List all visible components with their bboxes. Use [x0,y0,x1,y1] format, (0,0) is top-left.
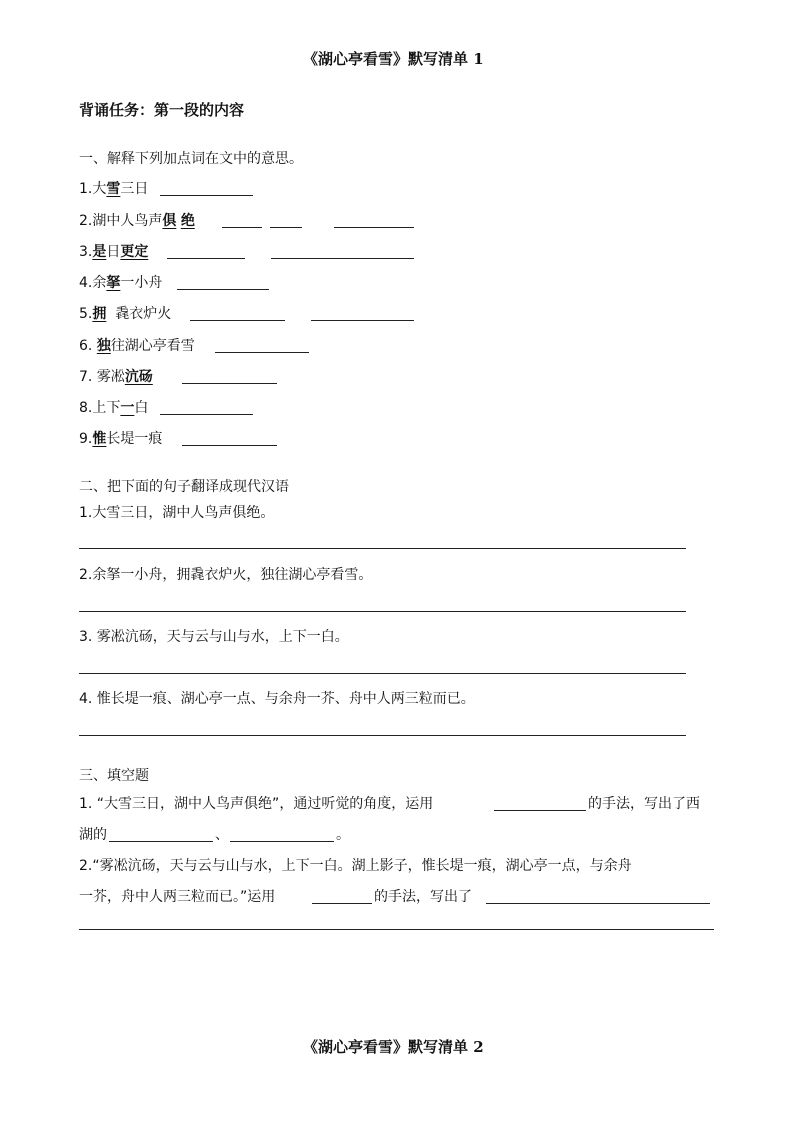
page-title: 《湖心亭看雪》默写清单 1 [303,50,484,68]
word-item: 5.拥 毳衣炉火 [79,306,172,322]
answer-blank[interactable] [215,352,309,353]
dotted-word: 拏 [106,275,121,291]
word-item: 4.余拏一小舟 [79,275,163,291]
answer-blank[interactable] [494,810,586,811]
section2-heading: 二、把下面的句子翻译成现代汉语 [79,479,289,495]
period: 。 [336,827,350,843]
dotted-word: 沆砀 [124,369,153,385]
fill-question-1-b: 的手法，写出了西 [588,796,700,812]
answer-blank[interactable] [486,903,710,904]
word-item: 3.是日更定 [79,244,149,260]
recite-task: 背诵任务：第一段的内容 [79,101,245,119]
answer-blank[interactable] [160,414,253,415]
answer-line[interactable] [79,735,686,736]
answer-blank[interactable] [270,227,302,228]
answer-blank[interactable] [271,258,414,259]
answer-blank[interactable] [230,841,334,842]
translate-sentence: 1.大雪三日，湖中人鸟声俱绝。 [79,505,275,521]
dotted-word: 绝 [180,213,195,229]
translate-sentence: 2.余拏一小舟，拥毳衣炉火，独往湖心亭看雪。 [79,567,373,583]
dotted-word: 一 [120,400,135,416]
fill-question-1-c: 湖的 [79,827,107,843]
dotted-word: 独 [96,338,111,354]
word-item: 7. 雾凇沆砀 [79,369,153,385]
word-item: 8.上下一白 [79,400,149,416]
translate-sentence: 3. 雾凇沆砀，天与云与山与水，上下一白。 [79,629,349,645]
answer-line[interactable] [79,548,686,549]
dotted-word: 俱 [162,213,177,229]
answer-blank[interactable] [334,227,414,228]
answer-line[interactable] [79,611,686,612]
answer-line[interactable] [79,929,714,930]
dotted-word: 雪 [106,181,121,197]
answer-blank[interactable] [190,320,285,321]
fill-question-2-c: 的手法，写出了 [374,889,472,905]
translate-sentence: 4. 惟长堤一痕、湖心亭一点、与余舟一芥、舟中人两三粒而已。 [79,691,475,707]
answer-blank[interactable] [160,195,253,196]
page-title-2: 《湖心亭看雪》默写清单 2 [303,1038,484,1056]
section3-heading: 三、填空题 [79,768,149,784]
word-item: 6. 独往湖心亭看雪 [79,338,195,354]
answer-blank[interactable] [182,445,277,446]
dotted-word: 惟 [92,431,107,447]
answer-blank[interactable] [312,903,372,904]
dotted-word: 拥 [92,306,107,322]
answer-blank[interactable] [222,227,262,228]
fill-question-2-b: 一芥，舟中人两三粒而已。”运用 [79,889,276,905]
word-item: 2.湖中人鸟声俱 绝 [79,213,195,229]
word-item: 9.惟长堤一痕 [79,431,163,447]
word-item: 1.大雪三日 [79,181,149,197]
dotted-word: 是 [92,244,107,260]
dotted-word: 更定 [120,244,149,260]
fill-question-1-a: 1. “大雪三日，湖中人鸟声俱绝”，通过听觉的角度，运用 [79,796,434,812]
fill-question-2-a: 2.“雾凇沆砀，天与云与山与水，上下一白。湖上影子，惟长堤一痕，湖心亭一点，与余舟 [79,858,632,874]
answer-blank[interactable] [311,320,414,321]
answer-blank[interactable] [109,841,213,842]
answer-blank[interactable] [177,289,269,290]
separator: 、 [215,827,229,843]
answer-line[interactable] [79,673,686,674]
answer-blank[interactable] [167,258,245,259]
section1-heading: 一、解释下列加点词在文中的意思。 [79,151,303,167]
answer-blank[interactable] [182,383,277,384]
